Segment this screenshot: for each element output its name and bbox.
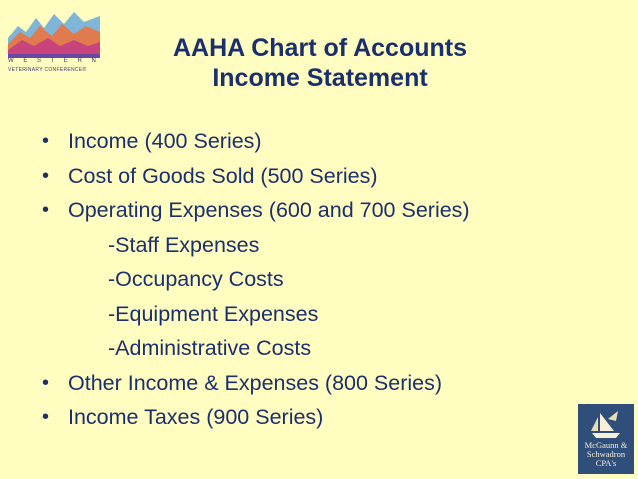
logo-wordmark: W E S T E R N	[8, 58, 100, 64]
bullet-text: -Occupancy Costs	[108, 267, 284, 291]
ship-icon	[588, 407, 624, 441]
bullet-text: Operating Expenses (600 and 700 Series)	[68, 198, 470, 222]
bullet-item	[42, 366, 470, 401]
bullet-item	[42, 124, 470, 159]
western-veterinary-conference-logo	[8, 8, 100, 82]
bullet-text: Other Income & Expenses (800 Series)	[68, 370, 443, 395]
bullet-item	[42, 159, 470, 194]
bullet-list	[42, 124, 470, 435]
firm-name-line-3: CPA's	[595, 458, 617, 468]
bullet-text: -Equipment Expenses	[108, 301, 319, 326]
mountain-logo-icon	[8, 8, 100, 58]
bullet-text: Cost of Goods Sold (500 Series)	[68, 163, 378, 188]
logo-subtext: VETERINARY CONFERENCE®	[8, 67, 87, 73]
bullet-item	[42, 400, 470, 435]
bullet-text: -Administrative Costs	[108, 336, 312, 360]
sub-bullet-item	[42, 331, 470, 366]
sub-bullet-item	[42, 228, 470, 263]
sub-bullet-item	[42, 262, 470, 297]
sub-bullet-item	[42, 297, 470, 332]
bullet-item	[42, 193, 470, 228]
firm-name-line-1: McGaunn &	[584, 440, 628, 450]
bullet-text: Income (400 Series)	[68, 129, 262, 153]
slide-title	[150, 33, 490, 93]
title-line-1: AAHA Chart of Accounts	[173, 34, 467, 62]
title-line-2: Income Statement	[212, 64, 428, 92]
bullet-text: -Staff Expenses	[108, 232, 260, 257]
bullet-dot-icon: •	[42, 164, 50, 187]
mcgaunn-schwadron-logo	[578, 404, 634, 474]
bullet-dot-icon: •	[42, 130, 50, 152]
firm-name-line-2: Schwadron	[586, 449, 626, 459]
bullet-dot-icon: •	[42, 371, 50, 394]
bullet-dot-icon: •	[42, 199, 50, 221]
bullet-text: Income Taxes (900 Series)	[68, 405, 324, 429]
bullet-dot-icon: •	[42, 406, 50, 428]
